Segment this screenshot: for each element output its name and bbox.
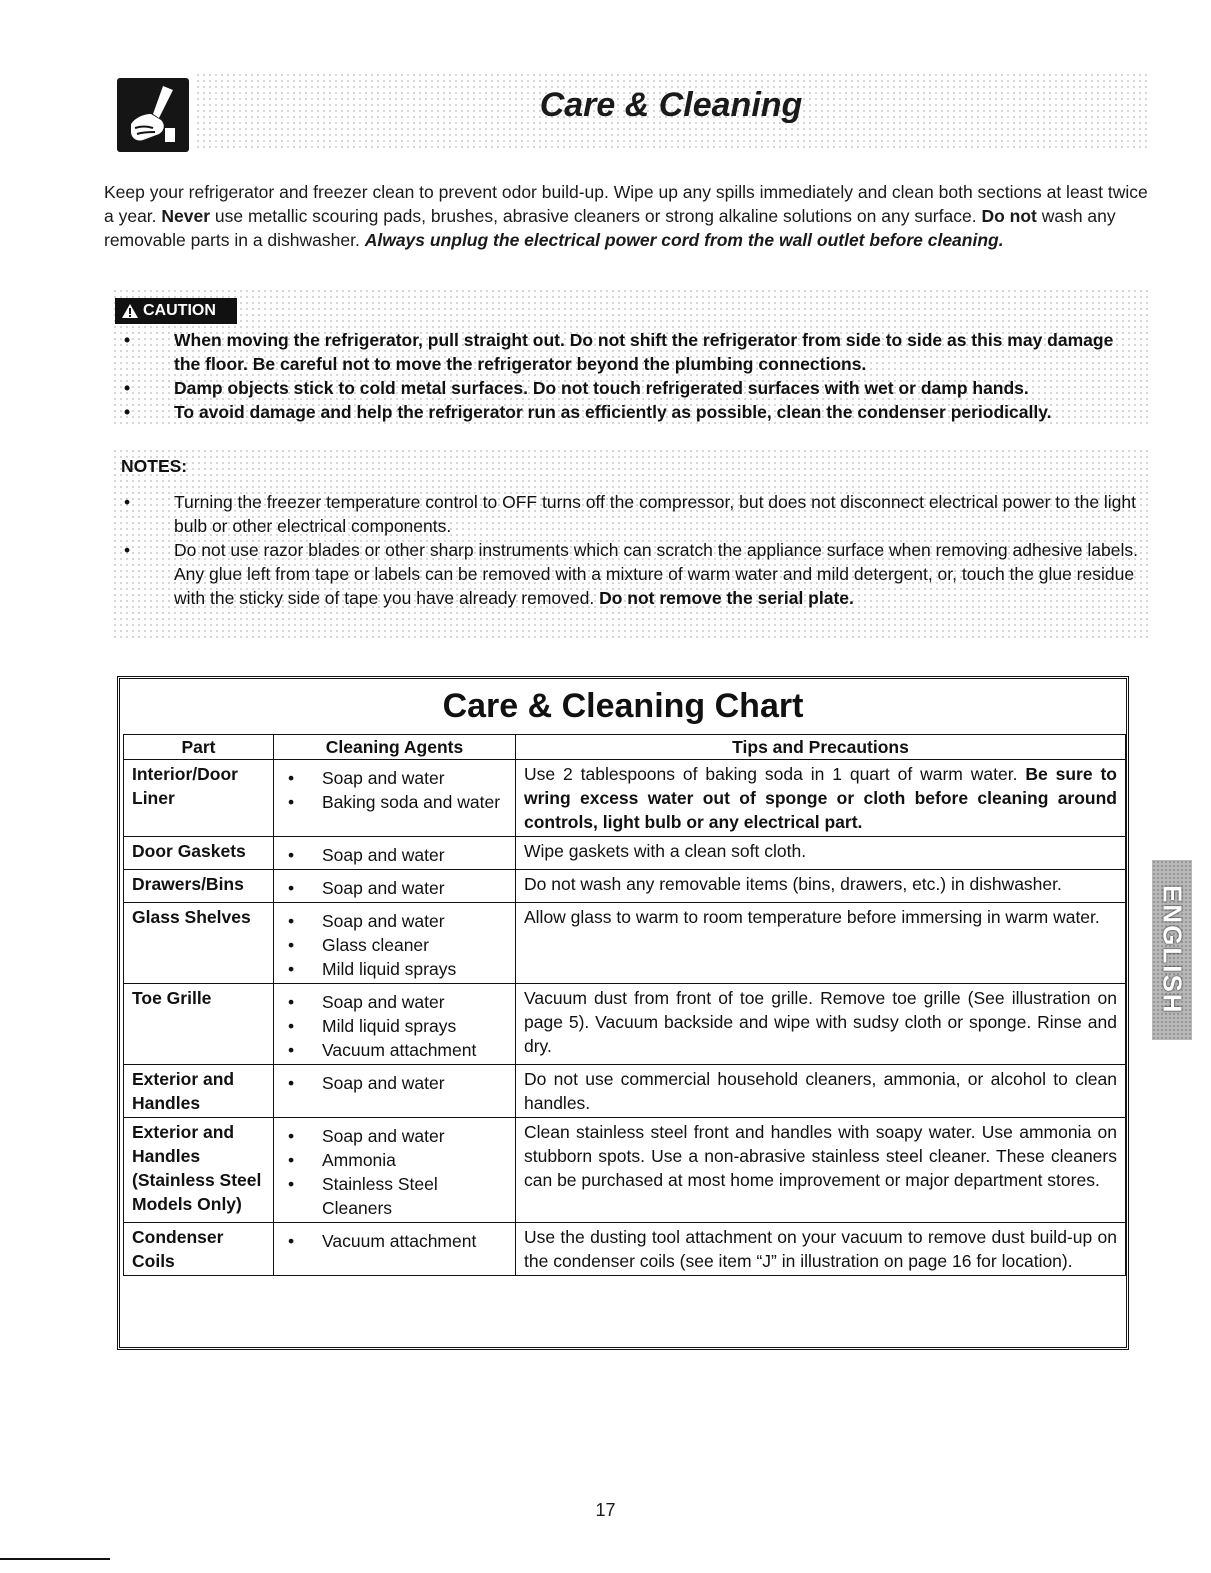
header-tips: Tips and Precautions [516, 735, 1126, 760]
page-number: 17 [595, 1500, 616, 1520]
table-row [124, 837, 1126, 870]
cell-tips [516, 984, 1126, 1065]
agent-item: • Baking soda and water [282, 790, 507, 814]
cell-tips [516, 870, 1126, 903]
intro-text-2: use metallic scouring pads, brushes, abrasive cleaners or strong alkaline solutions on any surface. [210, 206, 982, 226]
cell-agents [274, 1118, 516, 1223]
agent-item: • Vacuum attachment [282, 1038, 507, 1062]
notes-heading: NOTES: [121, 456, 188, 476]
tips-text: Clean stainless steel front and handles with soapy water. Use ammonia on stubborn spots. Use a non-abrasive stainless steel cleaner. These cleaners can be purchased at most home improvement or major department stores. [524, 1122, 1117, 1190]
cleaning-hand-icon [117, 78, 189, 152]
agents-list [282, 909, 507, 981]
notes-section [112, 448, 1148, 640]
table-row [124, 903, 1126, 984]
cell-part: Exterior and Handles (Stainless Steel Models Only) [124, 1118, 274, 1223]
page-title: Care & Cleaning [539, 86, 803, 124]
agents-list [282, 766, 507, 814]
intro-text-3: wash any removable parts in a dishwasher. [104, 206, 1116, 250]
tips-text: Use the dusting tool attachment on your vacuum to remove dust build-up on the condenser coils (see item “J” in illustration on page 16 for location). [524, 1227, 1117, 1271]
header-part: Part [124, 735, 274, 760]
caution-badge [115, 298, 237, 324]
agent-item: • Soap and water [282, 909, 507, 933]
table-row [124, 1223, 1126, 1276]
table-row [124, 870, 1126, 903]
caution-list [112, 328, 1142, 424]
cell-agents [274, 760, 516, 837]
agents-list [282, 843, 507, 867]
intro-paragraph [104, 180, 1152, 252]
agent-item: • Soap and water [282, 766, 507, 790]
cell-agents [274, 903, 516, 984]
agents-list [282, 1229, 507, 1253]
cell-tips [516, 760, 1126, 837]
agent-item: • Glass cleaner [282, 933, 507, 957]
cell-part: Condenser Coils [124, 1223, 274, 1276]
cell-part: Drawers/Bins [124, 870, 274, 903]
cell-tips [516, 837, 1126, 870]
care-cleaning-chart [117, 676, 1129, 1350]
warning-triangle-icon [121, 303, 139, 319]
page-header [117, 68, 1147, 152]
table-row [124, 984, 1126, 1065]
table-header-row [124, 735, 1126, 760]
tips-text: Do not wash any removable items (bins, drawers, etc.) in dishwasher. [524, 874, 1062, 894]
caution-section [112, 288, 1148, 426]
footer-rule [0, 1558, 110, 1560]
note-item: • Turning the freezer temperature control to OFF turns off the compressor, but does not disconnect electrical power to the light bulb or other electrical components. [112, 490, 1142, 538]
intro-unplug-warning: Always unplug the electrical power cord from the wall outlet before cleaning. [364, 230, 1004, 250]
cell-agents [274, 1223, 516, 1276]
tips-text: Do not use commercial household cleaners, ammonia, or alcohol to clean handles. [524, 1069, 1117, 1113]
chart-title: Care & Cleaning Chart [442, 687, 804, 725]
agent-item: • Soap and water [282, 1124, 507, 1148]
agents-list [282, 1124, 507, 1220]
agent-item: • Stainless Steel Cleaners [282, 1172, 507, 1220]
tips-bold-text: Be sure to wring excess water out of sponge or cloth before cleaning around controls, light bulb or any electrical part. [524, 764, 1117, 832]
tips-text: Wipe gaskets with a clean soft cloth. [524, 841, 807, 861]
chart-table [123, 734, 1126, 1276]
cell-part: Toe Grille [124, 984, 274, 1065]
agent-item: • Vacuum attachment [282, 1229, 507, 1253]
cell-part: Glass Shelves [124, 903, 274, 984]
language-tab-label: ENGLISH [1157, 885, 1188, 1015]
caution-item: • Damp objects stick to cold metal surfaces. Do not touch refrigerated surfaces with wet or damp hands. [112, 376, 1142, 400]
agent-item: • Mild liquid sprays [282, 1014, 507, 1038]
intro-never: Never [161, 206, 211, 226]
cell-agents [274, 1065, 516, 1118]
agent-item: • Soap and water [282, 876, 507, 900]
cell-agents [274, 837, 516, 870]
intro-text-1: Keep your refrigerator and freezer clean to prevent odor build-up. Wipe up any spills immediately and clean both sections at least twice a year. [104, 182, 1148, 226]
agent-item: • Ammonia [282, 1148, 507, 1172]
caution-label: CAUTION [143, 302, 216, 319]
tips-text: Allow glass to warm to room temperature before immersing in warm water. [524, 907, 1100, 927]
cell-tips [516, 1065, 1126, 1118]
agents-list [282, 876, 507, 900]
intro-do-not: Do not [981, 206, 1037, 226]
language-tab [1152, 860, 1192, 1040]
cell-agents [274, 870, 516, 903]
agent-item: • Mild liquid sprays [282, 957, 507, 981]
cell-part: Exterior and Handles [124, 1065, 274, 1118]
caution-item: • To avoid damage and help the refrigerator run as efficiently as possible, clean the condenser periodically. [112, 400, 1142, 424]
cell-tips [516, 903, 1126, 984]
cell-tips [516, 1223, 1126, 1276]
cell-agents [274, 984, 516, 1065]
agents-list [282, 1071, 507, 1095]
agent-item: • Soap and water [282, 990, 507, 1014]
header-band [195, 72, 1147, 148]
cell-part: Door Gaskets [124, 837, 274, 870]
cell-tips [516, 1118, 1126, 1223]
table-body [124, 760, 1126, 1276]
table-row [124, 1065, 1126, 1118]
note-item [112, 538, 1142, 610]
header-agents: Cleaning Agents [274, 735, 516, 760]
note-text: Do not use razor blades or other sharp instruments which can scratch the appliance surface when removing adhesive labels. Any glue left from tape or labels can be removed with a mixture of warm water and mild detergent, or, touch the glue residue with the sticky side of tape you have already removed. [174, 540, 1138, 608]
agent-item: • Soap and water [282, 1071, 507, 1095]
table-row [124, 1118, 1126, 1223]
tips-text: Use 2 tablespoons of baking soda in 1 quart of warm water. [524, 764, 1026, 784]
notes-list [112, 490, 1142, 610]
cell-part: Interior/Door Liner [124, 760, 274, 837]
caution-item: • When moving the refrigerator, pull straight out. Do not shift the refrigerator from side to side as this may damage the floor. Be careful not to move the refrigerator beyond the plumbing connections. [112, 328, 1142, 376]
tips-text: Vacuum dust from front of toe grille. Remove toe grille (See illustration on page 5). Vacuum backside and wipe with sudsy cloth or sponge. Rinse and dry. [524, 988, 1117, 1056]
note-serial-plate-warning: Do not remove the serial plate. [599, 588, 854, 608]
table-row [124, 760, 1126, 837]
agent-item: • Soap and water [282, 843, 507, 867]
agents-list [282, 990, 507, 1062]
